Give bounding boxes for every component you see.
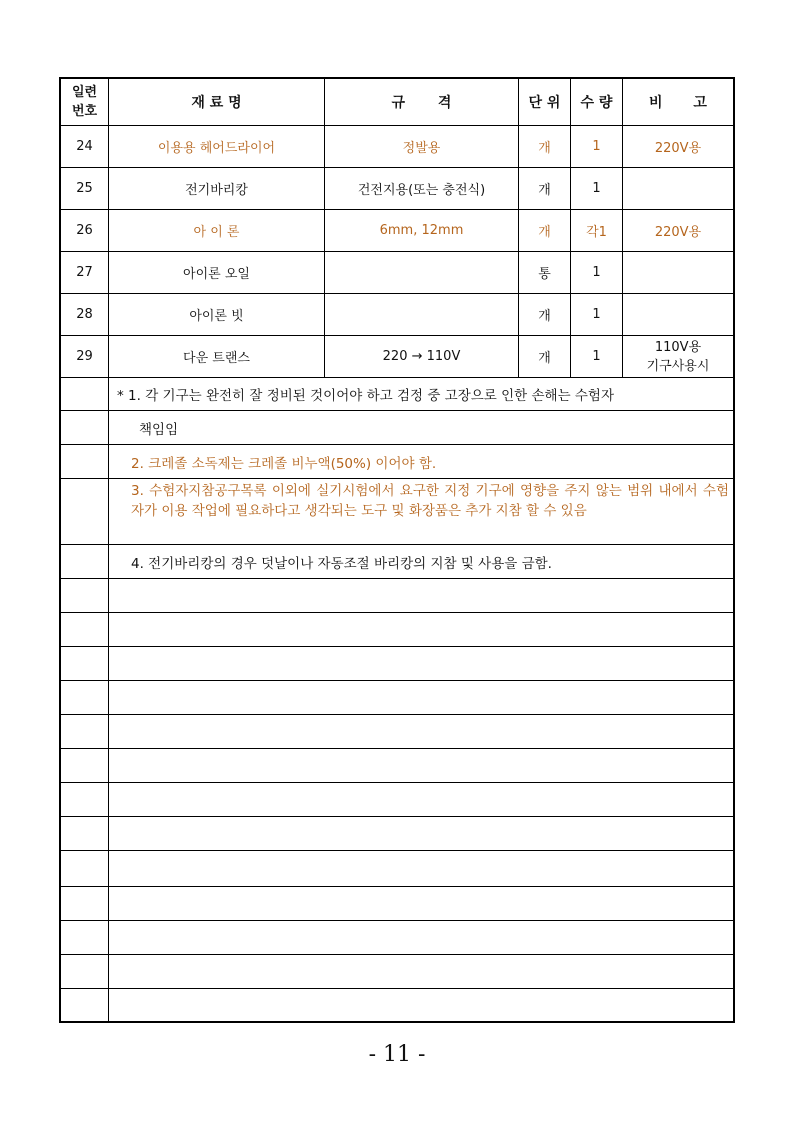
header-remark: 비 고 bbox=[649, 95, 707, 111]
row-remark: 220V용 bbox=[654, 225, 702, 240]
row-name: 아이론 빗 bbox=[109, 294, 325, 335]
empty-no-cell bbox=[61, 989, 109, 1021]
empty-row bbox=[61, 817, 733, 851]
note-3: 3. 수험자지참공구목록 이외에 실기시험에서 요구한 지정 기구에 영향을 주지 않는 범위 내에서 수험자가 이용 작업에 필요하다고 생각되는 도구 및 화장품은 추가 지참 할 수 있음 bbox=[131, 483, 729, 519]
empty-no-cell bbox=[61, 613, 109, 646]
empty-row bbox=[61, 647, 733, 681]
note-1-cont: 책임임 bbox=[139, 421, 179, 438]
page-number: - 11 - bbox=[368, 1042, 426, 1067]
empty-no-cell bbox=[61, 817, 109, 850]
row-unit: 개 bbox=[519, 336, 571, 377]
note-2: 2. 크레졸 소독제는 크레졸 비누액(50%) 이어야 함. bbox=[131, 455, 437, 472]
note-no-cell bbox=[61, 545, 109, 578]
header-qty: 수 량 bbox=[571, 79, 623, 125]
row-remark bbox=[623, 252, 733, 293]
empty-no-cell bbox=[61, 647, 109, 680]
empty-row bbox=[61, 783, 733, 817]
row-name: 이용용 헤어드라이어 bbox=[109, 126, 325, 167]
row-spec: 정발용 bbox=[325, 126, 519, 167]
empty-row bbox=[61, 921, 733, 955]
note-row bbox=[61, 545, 733, 579]
row-name: 다운 트랜스 bbox=[109, 336, 325, 377]
table-row bbox=[61, 168, 733, 210]
row-unit: 개 bbox=[519, 294, 571, 335]
empty-row bbox=[61, 579, 733, 613]
row-remark bbox=[623, 168, 733, 209]
note-row bbox=[61, 479, 733, 545]
row-no: 28 bbox=[61, 294, 109, 335]
note-no-cell bbox=[61, 479, 109, 544]
header-unit: 단 위 bbox=[519, 79, 571, 125]
row-spec bbox=[325, 252, 519, 293]
row-spec: 6mm, 12mm bbox=[325, 210, 519, 251]
row-spec: 건전지용(또는 충전식) bbox=[325, 168, 519, 209]
note-4: 4. 전기바리캉의 경우 덧날이나 자동조절 바리캉의 지참 및 사용을 금함. bbox=[131, 555, 552, 572]
empty-no-cell bbox=[61, 749, 109, 782]
row-spec: 220 → 110V bbox=[325, 336, 519, 377]
row-qty: 각1 bbox=[571, 210, 623, 251]
empty-no-cell bbox=[61, 681, 109, 714]
row-no: 27 bbox=[61, 252, 109, 293]
note-no-cell bbox=[61, 411, 109, 444]
row-remark bbox=[623, 294, 733, 335]
empty-no-cell bbox=[61, 921, 109, 954]
table-row bbox=[61, 210, 733, 252]
empty-row bbox=[61, 989, 733, 1021]
row-name: 전기바리캉 bbox=[109, 168, 325, 209]
table-header-row bbox=[61, 79, 733, 126]
table-row bbox=[61, 294, 733, 336]
materials-table bbox=[59, 77, 735, 1023]
row-name: 아이론 오일 bbox=[109, 252, 325, 293]
note-row bbox=[61, 378, 733, 411]
row-unit: 개 bbox=[519, 168, 571, 209]
header-spec: 규 격 bbox=[325, 79, 519, 125]
note-no-cell bbox=[61, 378, 109, 410]
empty-row bbox=[61, 681, 733, 715]
table-row bbox=[61, 336, 733, 378]
empty-row bbox=[61, 887, 733, 921]
row-qty: 1 bbox=[571, 126, 623, 167]
empty-row bbox=[61, 955, 733, 989]
empty-no-cell bbox=[61, 851, 109, 886]
header-no: 일련 번호 bbox=[61, 79, 109, 125]
empty-no-cell bbox=[61, 715, 109, 748]
note-row bbox=[61, 445, 733, 479]
row-remark: 110V용 기구사용시 bbox=[646, 339, 710, 374]
table-row bbox=[61, 126, 733, 168]
row-no: 26 bbox=[61, 210, 109, 251]
row-qty: 1 bbox=[571, 168, 623, 209]
empty-no-cell bbox=[61, 579, 109, 612]
row-unit: 개 bbox=[519, 210, 571, 251]
header-name: 재 료 명 bbox=[109, 79, 325, 125]
row-no: 24 bbox=[61, 126, 109, 167]
table-row bbox=[61, 252, 733, 294]
row-remark: 220V용 bbox=[654, 141, 702, 156]
row-qty: 1 bbox=[571, 336, 623, 377]
row-qty: 1 bbox=[571, 252, 623, 293]
row-no: 29 bbox=[61, 336, 109, 377]
row-unit: 개 bbox=[519, 126, 571, 167]
note-no-cell bbox=[61, 445, 109, 478]
note-row bbox=[61, 411, 733, 445]
empty-row bbox=[61, 613, 733, 647]
empty-row bbox=[61, 715, 733, 749]
empty-row bbox=[61, 749, 733, 783]
empty-no-cell bbox=[61, 955, 109, 988]
empty-no-cell bbox=[61, 887, 109, 920]
row-name: 아 이 론 bbox=[109, 210, 325, 251]
row-unit: 통 bbox=[519, 252, 571, 293]
row-no: 25 bbox=[61, 168, 109, 209]
row-spec bbox=[325, 294, 519, 335]
empty-row bbox=[61, 851, 733, 887]
note-1: * 1. 각 기구는 완전히 잘 정비된 것이어야 하고 검정 중 고장으로 인한 손해는 수험자 bbox=[117, 388, 615, 404]
row-qty: 1 bbox=[571, 294, 623, 335]
empty-no-cell bbox=[61, 783, 109, 816]
